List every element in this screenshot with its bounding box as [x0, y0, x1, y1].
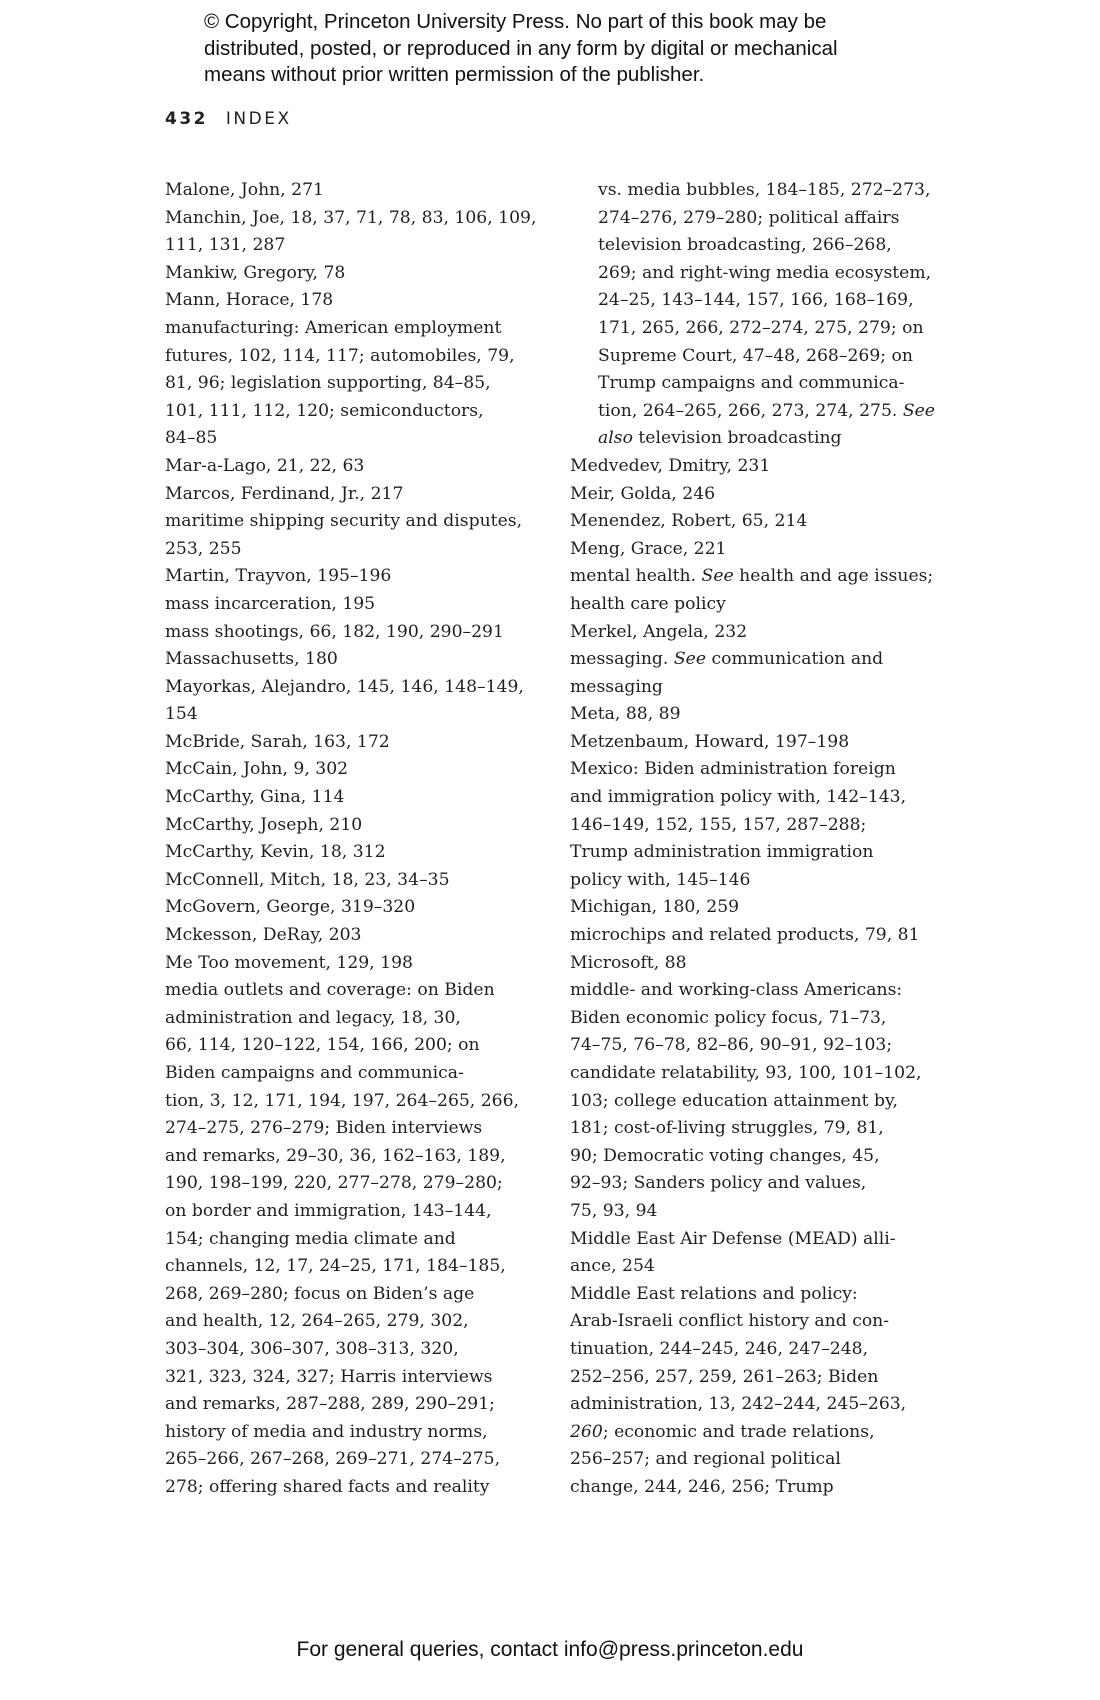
- index-column-left: [165, 177, 537, 1502]
- index-entry: Mankiw, Gregory, 78: [165, 262, 346, 283]
- section-title: INDEX: [225, 109, 292, 129]
- index-entry: Metzenbaum, Howard, 197–198: [570, 731, 850, 752]
- index-entry: Malone, John, 271: [165, 180, 324, 200]
- index-entry: Mar-a-Lago, 21, 22, 63: [165, 455, 365, 476]
- index-entry: Middle East relations and policy: Arab-Israeli conflict history and con- tinuation, 244–245, 246, 247–248, 252–256, 257, 259, 261–263; Biden administration, 13, 242–244, 245–263, 260; economic and trade relations, 256–257; and regional political change, 244, 246, 256; Trump: [570, 1283, 907, 1497]
- index-entry: Meir, Golda, 246: [570, 483, 716, 504]
- index-entry: messaging. See communication and messaging: [570, 649, 884, 697]
- index-entry: McCain, John, 9, 302: [165, 759, 349, 780]
- index-entry: mass shootings, 66, 182, 190, 290–291: [165, 621, 504, 642]
- index-entry: Massachusetts, 180: [165, 649, 338, 670]
- index-entry: Merkel, Angela, 232: [570, 621, 748, 642]
- italic-page-ref: 260: [570, 1421, 603, 1442]
- copyright-line: distributed, posted, or reproduced in any form by digital or mechanical: [204, 36, 838, 60]
- index-entry: Meng, Grace, 221: [570, 538, 727, 559]
- index-entry: McBride, Sarah, 163, 172: [165, 731, 390, 752]
- index-entry: McCarthy, Gina, 114: [165, 787, 345, 808]
- index-entry: Manchin, Joe, 18, 37, 71, 78, 83, 106, 109, 111, 131, 287: [165, 207, 537, 256]
- copyright-line: © Copyright, Princeton University Press. No part of this book may be: [204, 10, 827, 33]
- index-entry: Mann, Horace, 178: [165, 290, 334, 311]
- see-also-reference: See: [902, 400, 935, 421]
- index-entry: Me Too movement, 129, 198: [165, 952, 413, 973]
- index-entry: Menendez, Robert, 65, 214: [570, 511, 808, 532]
- index-entry: Marcos, Ferdinand, Jr., 217: [165, 483, 404, 504]
- index-entry: McConnell, Mitch, 18, 23, 34–35: [165, 869, 450, 890]
- index-entry-continuation: vs. media bubbles, 184–185, 272–273, 274–276, 279–280; political affairs television broadcasting, 266–268, 269; and right-wing media ecosystem, 24–25, 143–144, 157, 166, 168–169, 171, 265, 266, 272–274, 275, 279; on Supreme Court, 47–48, 268–269; on Trump campaigns and communica- tion, 264–265, 266, 273, 274, 275. See also television broadcasting: [598, 180, 935, 449]
- index-entry: Mayorkas, Alejandro, 145, 146, 148–149, 154: [165, 676, 524, 725]
- index-entry: Medvedev, Dmitry, 231: [570, 455, 771, 476]
- index-entry: Meta, 88, 89: [570, 704, 681, 725]
- see-reference: See: [673, 649, 706, 670]
- index-entry: middle- and working-class Americans: Biden economic policy focus, 71–73, 74–75, 76–78, 82–86, 90–91, 92–103; candidate relatability, 93, 100, 101–102, 103; college education attainment by, 181; cost-of-living struggles, 79, 81, 90; Democratic voting changes, 45, 92–93; Sanders policy and values, 75, 93, 94: [570, 980, 922, 1221]
- page-number: 432: [165, 109, 208, 129]
- copyright-notice: [204, 9, 1004, 89]
- index-entry: Microsoft, 88: [570, 952, 687, 973]
- index-entry: McGovern, George, 319–320: [165, 897, 416, 918]
- running-head: [165, 109, 292, 129]
- index-entry: McCarthy, Kevin, 18, 312: [165, 842, 386, 863]
- index-entry: Mexico: Biden administration foreign and immigration policy with, 142–143, 146–149, 152, 155, 157, 287–288; Trump administration immigration policy with, 145–146: [570, 759, 907, 890]
- index-entry: media outlets and coverage: on Biden administration and legacy, 18, 30, 66, 114, 120–122, 154, 166, 200; on Biden campaigns and communica- tion, 3, 12, 171, 194, 197, 264–265, 266, 274–275, 276–279; Biden interviews and remarks, 29–30, 36, 162–163, 189, 190, 198–199, 220, 277–278, 279–280; on border and immigration, 143–144, 154; changing media climate and channels, 12, 17, 24–25, 171, 184–185, 268, 269–280; focus on Biden’s age and health, 12, 264–265, 279, 302, 303–304, 306–307, 308–313, 320, 321, 323, 324, 327; Harris interviews and remarks, 287–288, 289, 290–291; history of media and industry norms, 265–266, 267–268, 269–271, 274–275, 278; offering shared facts and reality: [165, 980, 520, 1497]
- index-entry: Michigan, 180, 259: [570, 897, 740, 918]
- index-entry: mass incarceration, 195: [165, 593, 376, 614]
- index-entry: McCarthy, Joseph, 210: [165, 814, 363, 835]
- index-entry: maritime shipping security and disputes, 253, 255: [165, 511, 523, 559]
- copyright-line: means without prior written permission of the publisher.: [204, 63, 705, 86]
- index-entry: microchips and related products, 79, 81: [570, 925, 920, 946]
- index-column-right: [570, 177, 960, 1502]
- index-entry: mental health. See health and age issues; health care policy: [570, 566, 934, 614]
- index-entry: Martin, Trayvon, 195–196: [165, 566, 392, 587]
- index-entry: Middle East Air Defense (MEAD) alli- ance, 254: [570, 1228, 896, 1277]
- index-entry: Mckesson, DeRay, 203: [165, 925, 362, 946]
- see-reference: See: [701, 566, 734, 587]
- index-entry: manufacturing: American employment futures, 102, 114, 117; automobiles, 79, 81, 96; legislation supporting, 84–85, 101, 111, 112, 120; semiconductors, 84–85: [165, 317, 515, 449]
- footer-contact: For general queries, contact info@press.princeton.edu: [296, 1638, 804, 1661]
